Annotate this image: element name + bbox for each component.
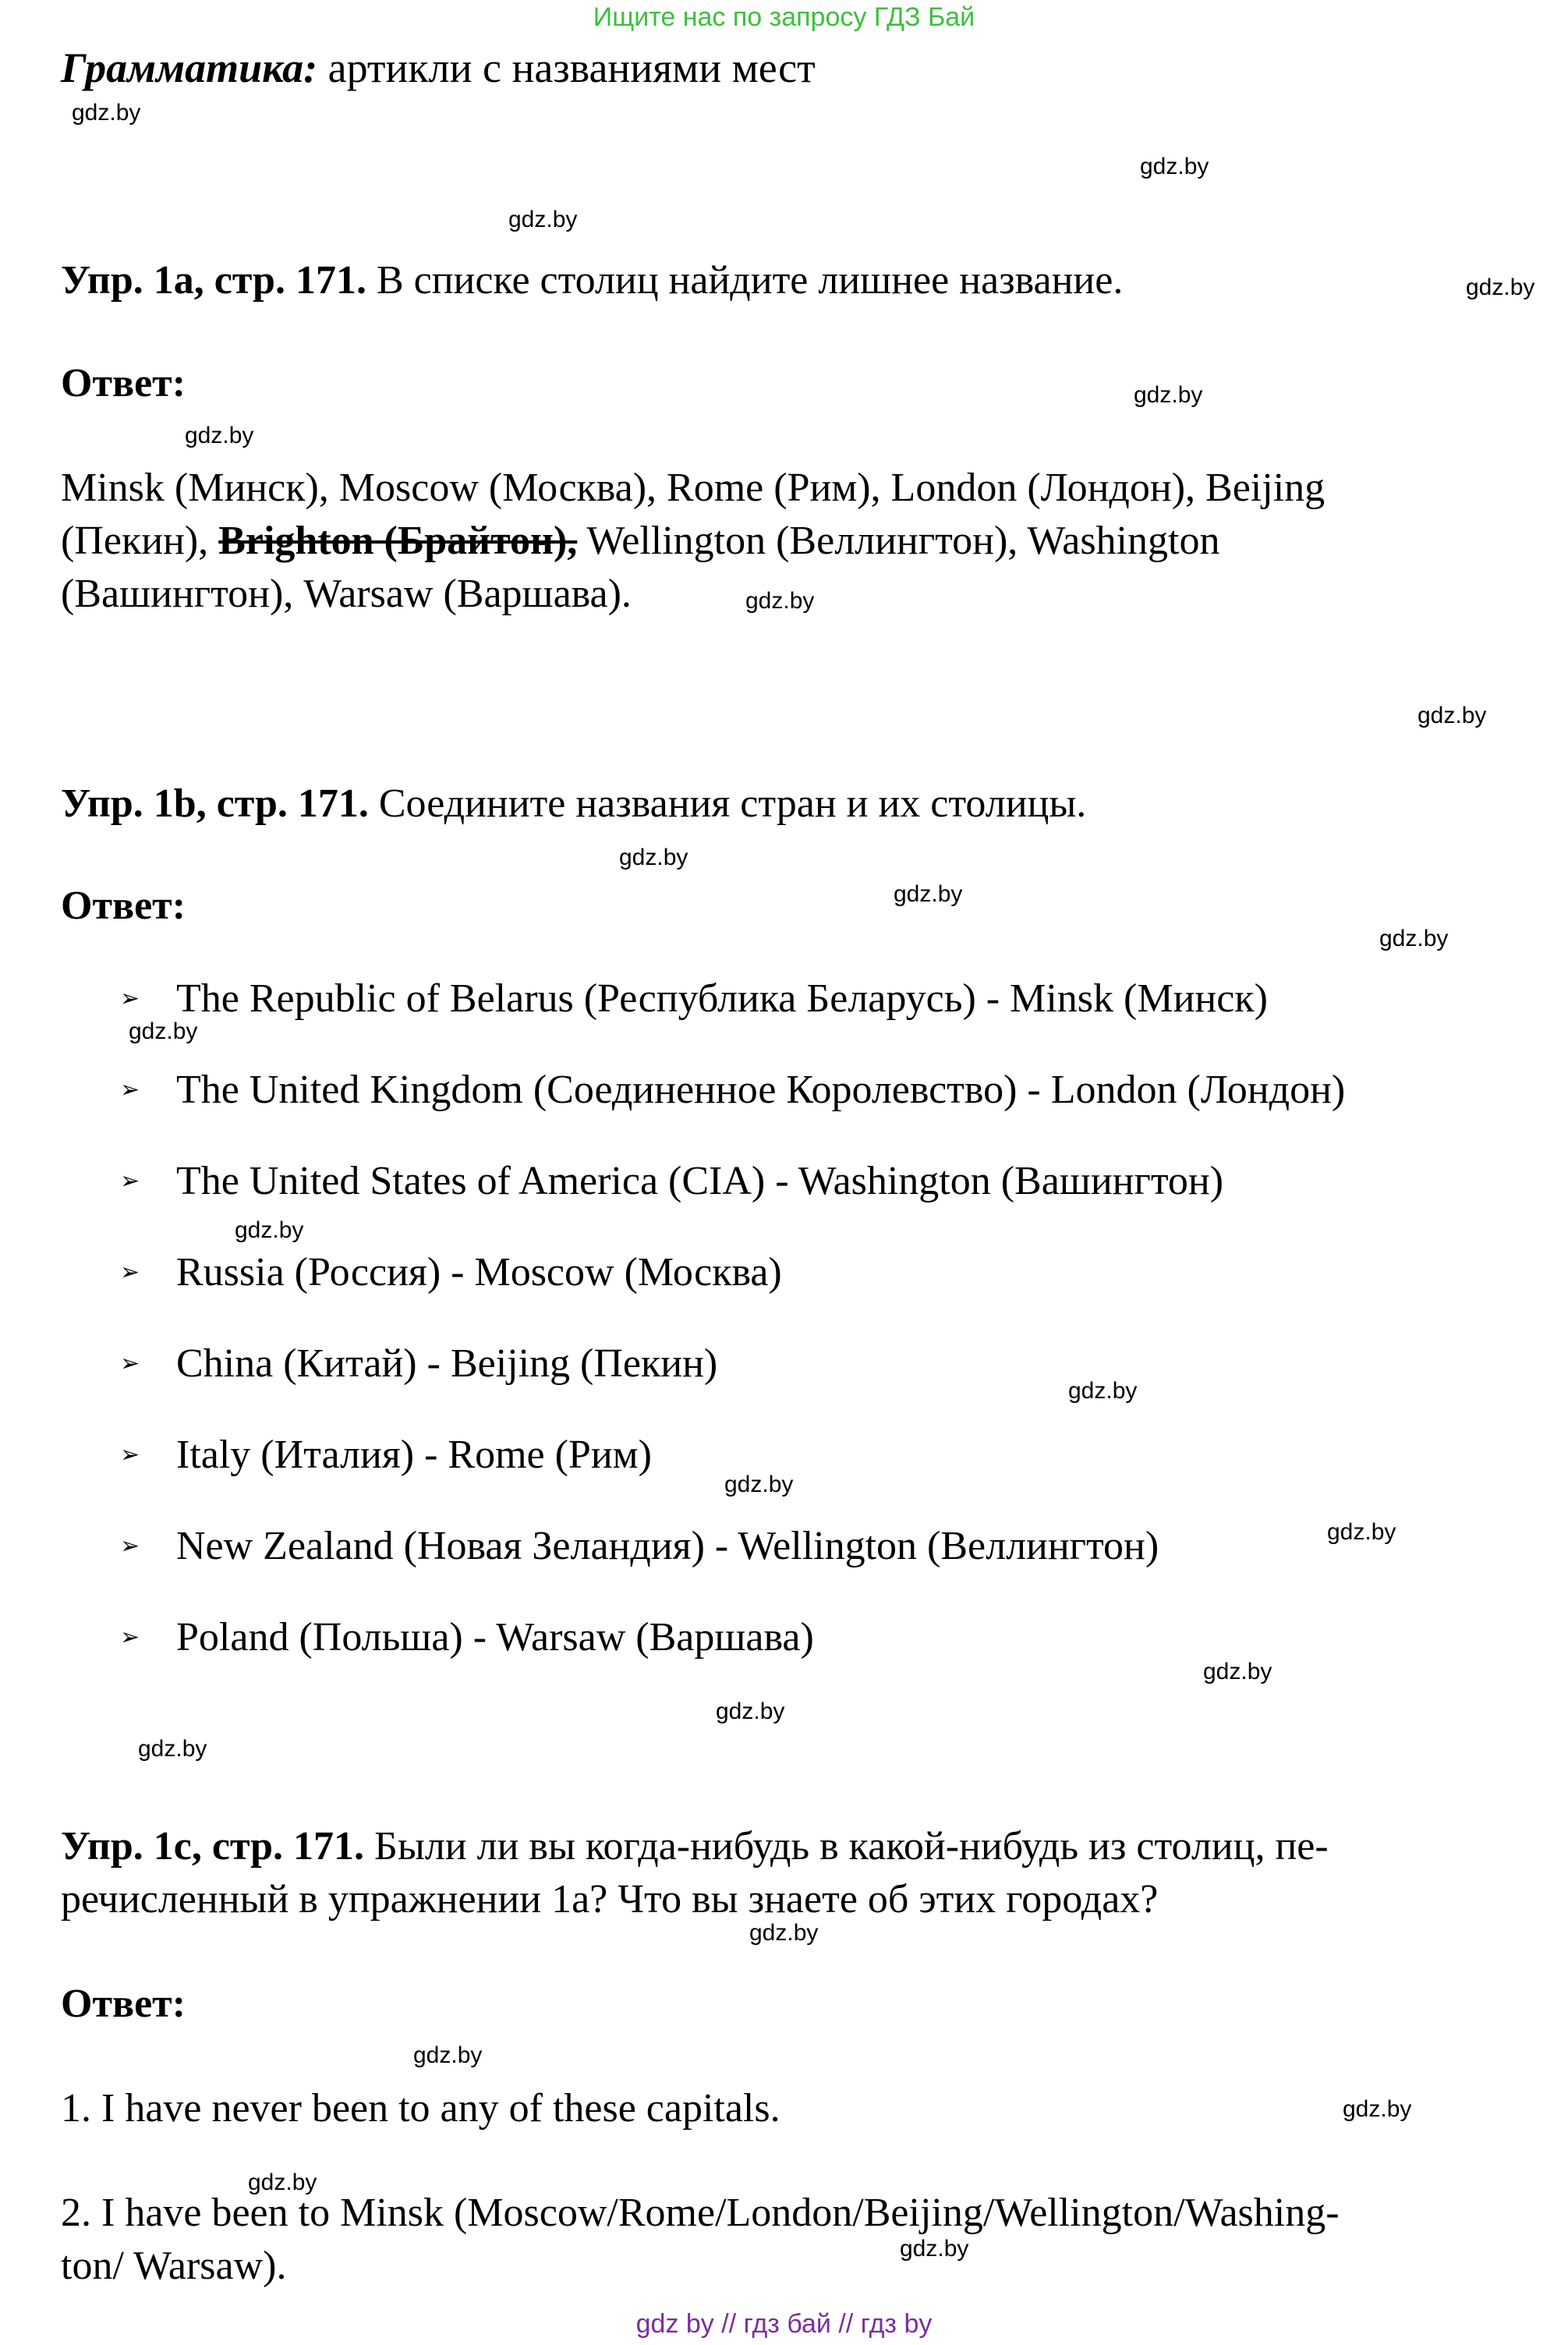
watermark: gdz.by xyxy=(1203,1659,1272,1684)
ex1a-number: Упр. 1a, стр. 171. xyxy=(61,258,366,303)
footer-links[interactable]: gdz by // гдз бай // гдз by xyxy=(635,2309,933,2339)
watermark: gdz.by xyxy=(185,423,254,448)
ex1c-answer-label: Ответ: xyxy=(61,1982,186,2026)
ex1c-task-2: речисленный в упражнении 1a? Что вы знаете об этих городах? xyxy=(61,1877,1159,1922)
ex1c-task-1: Были ли вы когда-нибудь в какой-нибудь из столиц, пе- xyxy=(364,1824,1329,1869)
ex1c-answer-1: 1. I have never been to any of these capitals. xyxy=(61,2086,780,2131)
watermark: gdz.by xyxy=(138,1736,207,1762)
list-item: Russia (Россия) - Moscow (Москва) xyxy=(176,1250,782,1295)
watermark: gdz.by xyxy=(413,2042,483,2068)
arrowhead-bullet-icon: ➢ xyxy=(120,1624,140,1651)
watermark: gdz.by xyxy=(1140,154,1209,179)
list-item: The Republic of Belarus (Республика Беларусь) - Minsk (Минск) xyxy=(176,976,1268,1021)
list-item: Italy (Италия) - Rome (Рим) xyxy=(176,1433,652,1477)
arrowhead-bullet-icon: ➢ xyxy=(120,1167,140,1195)
watermark: gdz.by xyxy=(72,100,141,126)
watermark: gdz.by xyxy=(1327,1519,1396,1545)
ex1c-number: Упр. 1c, стр. 171. xyxy=(61,1824,365,1869)
ex1b-number: Упр. 1b, стр. 171. xyxy=(61,781,369,826)
page-heading xyxy=(61,41,816,95)
heading-text: артикли с названиями мест xyxy=(317,44,816,91)
watermark: gdz.by xyxy=(235,1217,304,1243)
list-item: The United States of America (CIA) - Washington (Вашингтон) xyxy=(176,1159,1224,1203)
arrowhead-bullet-icon: ➢ xyxy=(120,1076,140,1103)
list-item: Poland (Польша) - Warsaw (Варшава) xyxy=(176,1615,814,1660)
ex1b-title xyxy=(61,778,1086,831)
watermark: gdz.by xyxy=(1418,703,1487,728)
arrowhead-bullet-icon: ➢ xyxy=(120,985,140,1012)
arrowhead-bullet-icon: ➢ xyxy=(120,1259,140,1286)
watermark: gdz.by xyxy=(1466,275,1535,300)
list-item: New Zealand (Новая Зеландия) - Wellington (Веллингтон) xyxy=(176,1524,1159,1568)
watermark: gdz.by xyxy=(745,588,815,614)
watermark: gdz.by xyxy=(724,1472,794,1497)
watermark: gdz.by xyxy=(1068,1378,1138,1404)
arrowhead-bullet-icon: ➢ xyxy=(120,1441,140,1468)
ex1a-answer-label: Ответ: xyxy=(61,361,186,406)
watermark: gdz.by xyxy=(716,1699,785,1724)
ex1c-answer-2-line-2: ton/ Warsaw). xyxy=(61,2244,287,2288)
arrowhead-bullet-icon: ➢ xyxy=(120,1532,140,1560)
watermark: gdz.by xyxy=(894,881,963,907)
list-item: The United Kingdom (Соединенное Королевство) - London (Лондон) xyxy=(176,1068,1346,1112)
ex1a-line-1: Minsk (Минск), Moscow (Москва), Rome (Рим), London (Лондон), Beijing xyxy=(61,466,1326,510)
watermark: gdz.by xyxy=(1379,926,1449,951)
ex1a-line-2-before: (Пекин), xyxy=(61,519,219,563)
ex1c-answer-2-line-1: 2. I have been to Minsk (Moscow/Rome/London/Beijing/Wellington/Washing- xyxy=(61,2191,1340,2235)
heading-label: Грамматика: xyxy=(61,44,318,91)
ex1a-task: В списке столиц найдите лишнее название. xyxy=(366,258,1124,303)
watermark: gdz.by xyxy=(1134,382,1203,408)
ex1c-line-1 xyxy=(61,1820,1511,1873)
arrowhead-bullet-icon: ➢ xyxy=(120,1350,140,1377)
ex1a-line-3: (Вашингтон), Warsaw (Варшава). xyxy=(61,572,632,616)
search-banner[interactable]: Ищите нас по запросу ГДЗ Бай xyxy=(593,2,975,32)
ex1c-answer-2 xyxy=(61,2187,1511,2293)
struck-capital: Brighton (Брайтон), xyxy=(218,519,578,563)
ex1b-task: Соедините названия стран и их столицы. xyxy=(368,781,1087,826)
watermark: gdz.by xyxy=(129,1018,198,1044)
list-item: China (Китай) - Beijing (Пекин) xyxy=(176,1341,718,1386)
ex1a-line-2 xyxy=(61,515,1511,568)
watermark: gdz.by xyxy=(619,845,688,870)
watermark: gdz.by xyxy=(749,1920,819,1946)
ex1a-title xyxy=(61,254,1123,307)
ex1c-title xyxy=(61,1820,1511,1926)
watermark: gdz.by xyxy=(508,207,578,232)
ex1a-line-2-after: Wellington (Веллингтон), Washington xyxy=(577,519,1220,563)
watermark: gdz.by xyxy=(248,2170,317,2195)
watermark: gdz.by xyxy=(900,2236,969,2262)
ex1b-answer-label: Ответ: xyxy=(61,884,186,928)
watermark: gdz.by xyxy=(1343,2096,1412,2122)
